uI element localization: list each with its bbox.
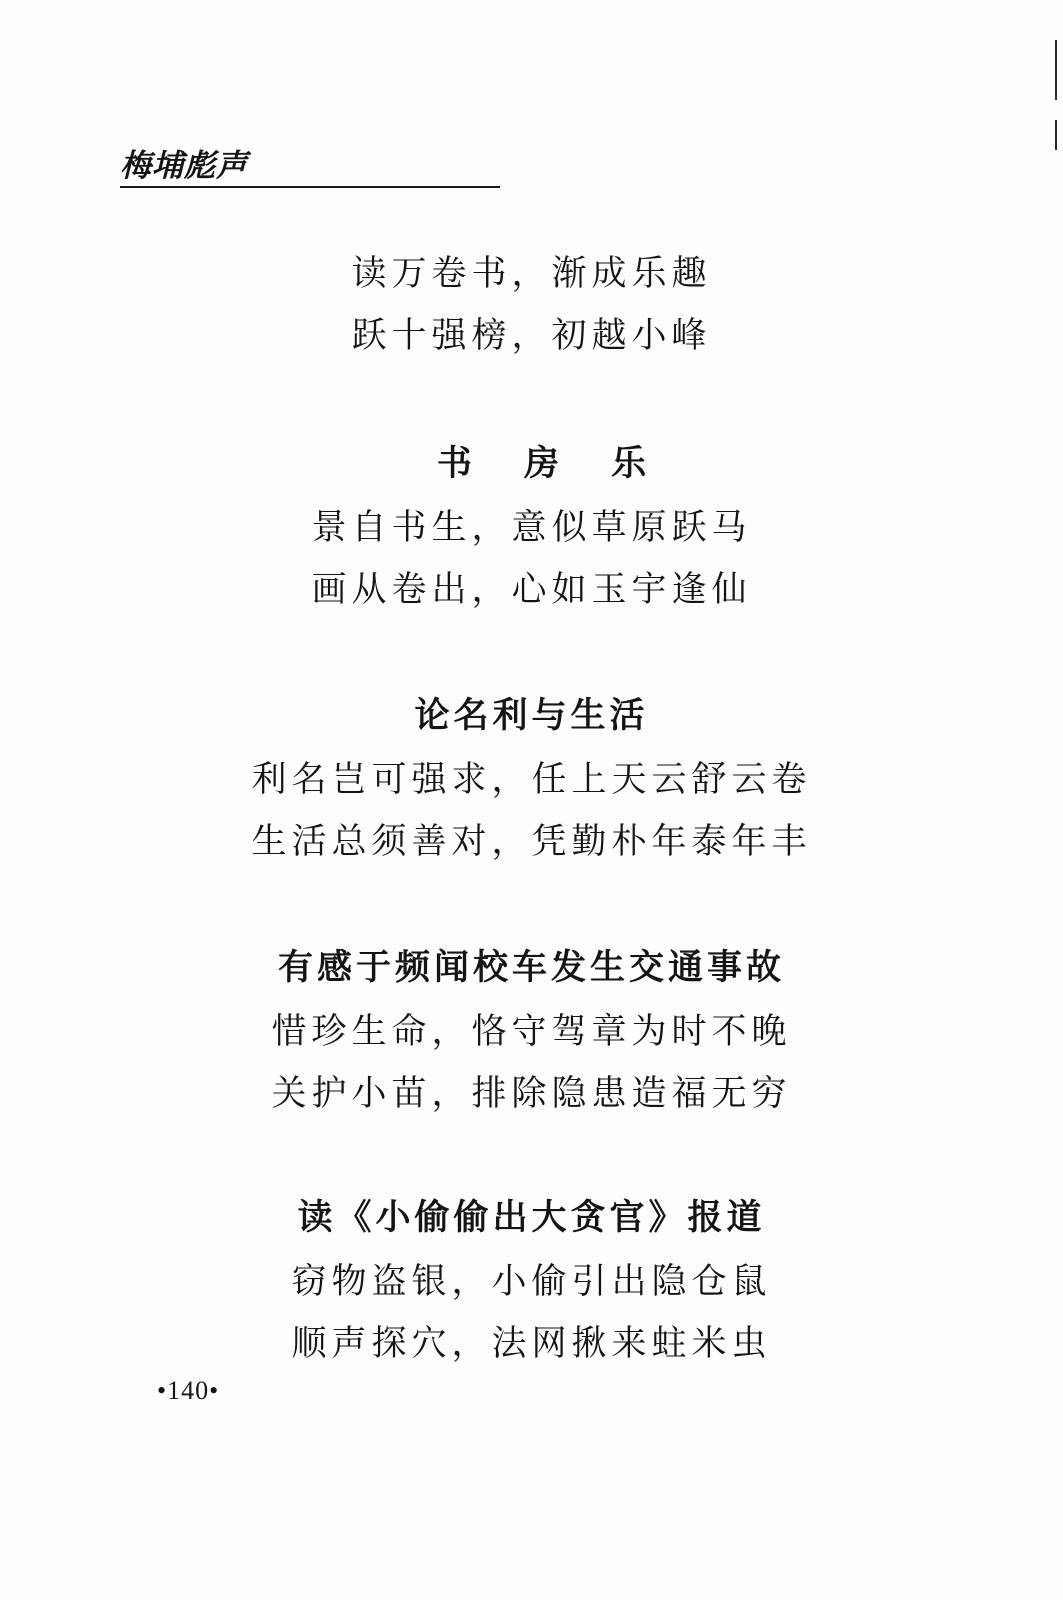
running-header: 梅埔彪声 [120,148,248,184]
poem-line: 窃物盗银，小偷引出隐仓鼠 [291,1262,772,1302]
poem-line: 关护小苗，排除隐患造福无穷 [271,1074,792,1114]
scan-edge-mark [1055,40,1057,100]
poem-line: 顺声探穴，法网揪来蛀米虫 [291,1324,772,1364]
page-number: •140• [157,1376,220,1405]
header-rule [120,186,500,188]
poem-line: 画从卷出，心如玉宇逢仙 [311,570,752,610]
poem-title: 有感于频闻校车发生交通事故 [277,947,785,988]
poem-title: 论名利与生活 [414,695,649,736]
poem-title: 读《小偷偷出大贪官》报道 [297,1197,766,1238]
poem-title: 书 房 乐 [436,443,667,484]
poem-line: 景自书生，意似草原跃马 [311,508,752,548]
scan-edge-mark [1055,120,1057,150]
poem-line: 利名岂可强求，任上天云舒云卷 [251,760,812,800]
poem-line: 读万卷书，渐成乐趣 [351,254,712,294]
poem-line: 跃十强榜，初越小峰 [351,316,712,356]
poem-line: 生活总须善对，凭勤朴年泰年丰 [251,822,812,862]
poem-line: 惜珍生命，恪守驾章为时不晚 [271,1012,792,1052]
